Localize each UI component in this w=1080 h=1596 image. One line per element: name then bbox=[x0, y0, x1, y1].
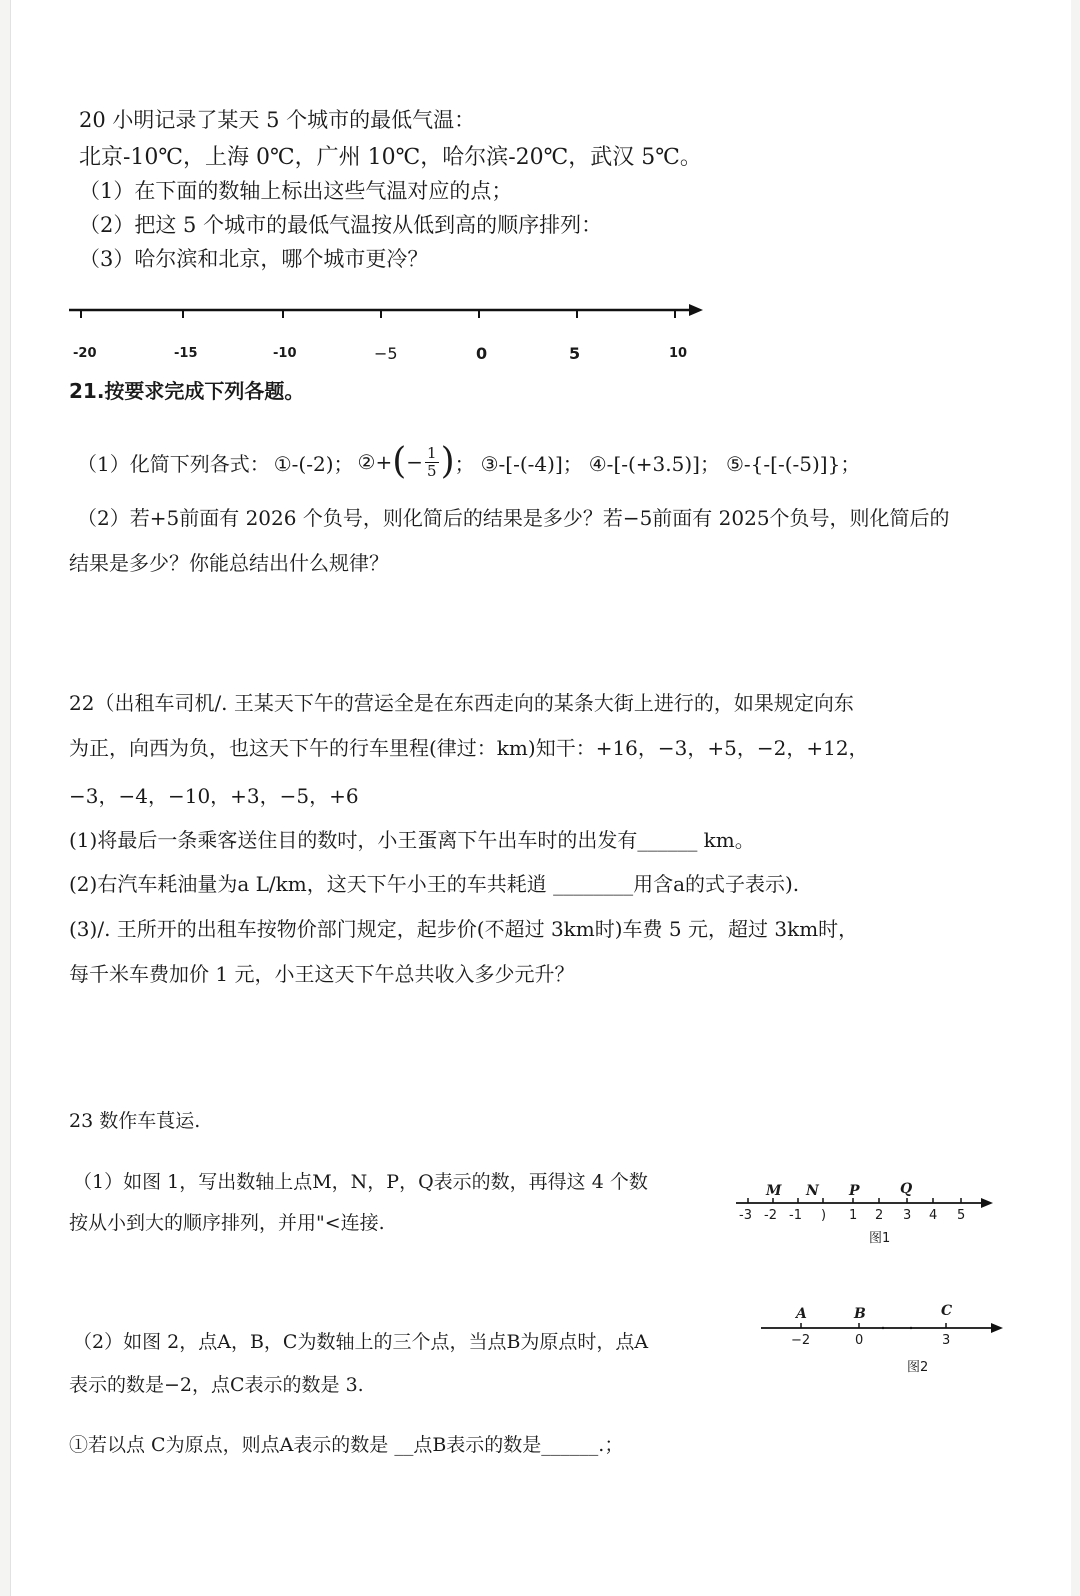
q21-part2-line1: （2）若+5前面有 2026 个负号，则化简后的结果是多少？若−5前面有 2025个负号，则化简后的 bbox=[77, 506, 950, 530]
q23-fig2-point-b: B bbox=[854, 1306, 866, 1322]
q23-fig1-tick: 3 bbox=[903, 1208, 912, 1223]
worksheet-page bbox=[10, 0, 1071, 1596]
q20-part3: （3）哈尔滨和北京，哪个城市更冷？ bbox=[79, 247, 429, 271]
q20-tick-label: −5 bbox=[374, 344, 398, 363]
q21-expr-2-suffix: ； bbox=[454, 451, 475, 476]
q21-fraction-denominator: 5 bbox=[427, 461, 437, 480]
q22-line1: 22（出租车司机/. 王某天下午的营运全是在东西走向的某条大街上进行的，如果规定向东 bbox=[69, 691, 854, 715]
q23-title: 23 数作车茛运. bbox=[69, 1110, 201, 1132]
q23-fig2-tick: 3 bbox=[942, 1333, 951, 1348]
q23-fig1-point-m: M bbox=[766, 1183, 782, 1199]
q22-line7: 每千米车费加价 1 元，小王这天下午总共收入多少元升？ bbox=[69, 962, 575, 986]
q23-fig1-tick: -2 bbox=[764, 1208, 777, 1223]
q23-fig1-tick: 5 bbox=[957, 1208, 966, 1223]
q23-fig1-tick: 2 bbox=[875, 1208, 884, 1223]
q23-fig2-point-a: A bbox=[796, 1306, 807, 1322]
q22-line5: (2)右汽车耗油量为a L/km，这天下午小王的车共耗逍 ________用含a的式子表示). bbox=[69, 872, 800, 896]
q21-expr-4: ④-[-(+3.5)]； bbox=[588, 451, 720, 476]
q21-expr-2-prefix: ②+ bbox=[357, 450, 393, 474]
q21-expr-3: ③-[-(-4)]； bbox=[480, 451, 583, 476]
q20-part1: （1）在下面的数轴上标出这些气温对应的点； bbox=[79, 179, 513, 203]
q22-line3: −3，−4，−10，+3，−5，+6 bbox=[69, 784, 359, 808]
q21-minus-sign: − bbox=[406, 450, 424, 474]
q23-fig1-tick: 4 bbox=[929, 1208, 938, 1223]
q21-paren-open: ( bbox=[392, 441, 407, 482]
q23-fig2-caption: 图2 bbox=[907, 1360, 929, 1375]
q20-temps: 北京-10℃，上海 0℃，广州 10℃，哈尔滨-20℃，武汉 5℃。 bbox=[79, 145, 702, 170]
q23-fig1-point-p: P bbox=[849, 1183, 860, 1199]
q23-part1-line1: （1）如图 1，写出数轴上点M，N，P，Q表示的数，再得这 4 个数 bbox=[73, 1171, 648, 1193]
q23-part1-line2: 按从小到大的顺序排列，并用"<连接. bbox=[69, 1212, 385, 1234]
q21-title: 21.按要求完成下列各题。 bbox=[69, 379, 305, 403]
q23-fig1-point-n: N bbox=[806, 1183, 819, 1199]
q23-fig1-tick: -3 bbox=[739, 1208, 752, 1223]
q21-fraction-numerator: 1 bbox=[427, 443, 437, 462]
q22-line6: (3)/. 王所开的出租车按物价部门规定，起步价(不超过 3km时)车费 5 元，超过 3km时， bbox=[69, 917, 859, 941]
q23-fig1-tick: 1 bbox=[849, 1208, 858, 1223]
q23-fig2-point-c: C bbox=[941, 1303, 953, 1319]
q20-tick-label: 0 bbox=[476, 344, 488, 363]
q21-expr-1: ①-(-2)； bbox=[273, 451, 354, 476]
q23-fig1-tick: ) bbox=[821, 1208, 827, 1223]
q23-sub1: ①若以点 C为原点，则点A表示的数是 __点B表示的数是______.； bbox=[69, 1434, 624, 1456]
q20-tick-label: -20 bbox=[73, 346, 97, 361]
q22-line4: (1)将最后一条乘客送住目的数吋，小王蛋离下午出车时的出发有______ km。 bbox=[69, 828, 755, 852]
q20-tick-label: -10 bbox=[273, 346, 297, 361]
q23-fig1-caption: 图1 bbox=[869, 1231, 891, 1246]
q23-fig1-point-q: Q bbox=[900, 1181, 913, 1197]
q21-part2-line2: 结果是多少？你能总结出什么规律？ bbox=[69, 551, 389, 575]
q23-fig1-tick: -1 bbox=[789, 1208, 802, 1223]
q20-part2: （2）把这 5 个城市的最低气温按从低到高的顺序排列： bbox=[79, 213, 603, 237]
q23-part2-line2: 表示的数是−2，点C表示的数是 3. bbox=[69, 1374, 364, 1396]
q21-expr-5: ⑤-{-[-(-5)]}； bbox=[725, 451, 861, 476]
q22-line2: 为正，向西为负，也这天下午的行车里程(律过：km)知干：+16，−3，+5，−2，+12， bbox=[69, 736, 869, 760]
q23-part2-line1: （2）如图 2，点A，B，C为数轴上的三个点，当点B为原点时，点A bbox=[73, 1331, 649, 1353]
q23-fig2-tick: −2 bbox=[791, 1333, 811, 1348]
q21-part1-prefix: （1）化简下列各式： bbox=[77, 451, 270, 476]
q20-tick-label: 10 bbox=[669, 346, 688, 361]
q20-tick-label: -15 bbox=[174, 346, 198, 361]
q21-paren-close: ) bbox=[440, 441, 455, 482]
q20-tick-label: 5 bbox=[569, 344, 581, 363]
q23-fig2-tick: 0 bbox=[855, 1333, 864, 1348]
q20-title: 20 小明记录了某天 5 个城市的最低气温： bbox=[79, 108, 476, 132]
